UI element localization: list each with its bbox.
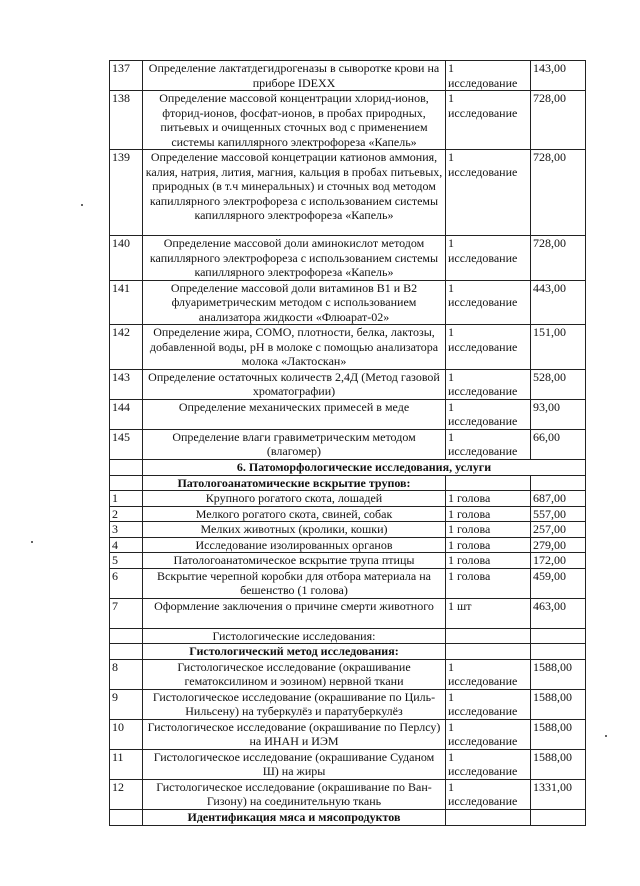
empty-cell	[110, 644, 143, 660]
empty-cell	[446, 475, 531, 491]
row-number: 12	[110, 779, 143, 809]
row-unit: 1 голова	[446, 506, 531, 522]
price-list-table	[109, 60, 586, 826]
row-unit: 1 исследование	[446, 689, 531, 719]
row-number: 5	[110, 553, 143, 569]
subsection-title: Гистологический метод исследования:	[143, 644, 446, 660]
row-number: 3	[110, 522, 143, 538]
row-description: Определение массовой доли витаминов В1 и В2 флуариметрическим методом с использованием анализатора жидкости «Флюарат-02»	[143, 280, 446, 325]
row-price: 728,00	[531, 236, 586, 281]
table-row	[110, 150, 586, 236]
table-row	[110, 659, 586, 689]
subheader-row	[110, 475, 586, 491]
row-unit: 1 исследование	[446, 236, 531, 281]
row-price: 93,00	[531, 399, 586, 429]
row-description: Гистологическое исследование (окрашивание Суданом Ш) на жиры	[143, 749, 446, 779]
row-price: 463,00	[531, 598, 586, 628]
row-description: Вскрытие черепной коробки для отбора материала на бешенство (1 голова)	[143, 568, 446, 598]
row-number: 6	[110, 568, 143, 598]
table-row	[110, 719, 586, 749]
row-unit: 1 исследование	[446, 150, 531, 236]
row-number: 139	[110, 150, 143, 236]
scan-speck	[81, 204, 83, 206]
row-price: 443,00	[531, 280, 586, 325]
row-description: Определение остаточных количеств 2,4Д (Метод газовой хроматографии)	[143, 369, 446, 399]
subsection-title: Идентификация мяса и мясопродуктов	[143, 809, 446, 825]
row-number: 11	[110, 749, 143, 779]
empty-cell	[110, 628, 143, 644]
row-number: 4	[110, 537, 143, 553]
row-price: 1331,00	[531, 779, 586, 809]
row-price: 1588,00	[531, 689, 586, 719]
row-unit: 1 исследование	[446, 91, 531, 150]
row-number: 9	[110, 689, 143, 719]
row-number: 7	[110, 598, 143, 628]
row-number: 137	[110, 61, 143, 91]
row-description: Определение массовой концетрации катионов аммония, калия, натрия, лития, магния, кальция в пробах питьевых, природных (в т.ч минеральных) и сточных вод методом капиллярного электрофореза с использованием системы капиллярного электрофореза «Капель»	[143, 150, 446, 236]
row-unit: 1 исследование	[446, 719, 531, 749]
row-description: Гистологическое исследование (окрашивание гематоксилином и эозином) нервной ткани	[143, 659, 446, 689]
row-description: Мелких животных (кролики, кошки)	[143, 522, 446, 538]
subheader-row	[110, 628, 586, 644]
table-row	[110, 553, 586, 569]
row-unit: 1 исследование	[446, 749, 531, 779]
row-number: 145	[110, 429, 143, 459]
row-description: Определение массовой доли аминокислот методом капиллярного электрофореза с использованием системы капиллярного электрофореза «Капель»	[143, 236, 446, 281]
row-unit: 1 исследование	[446, 659, 531, 689]
row-number: 10	[110, 719, 143, 749]
table-row	[110, 568, 586, 598]
subsection-title: Гистологические исследования:	[143, 628, 446, 644]
row-description: Мелкого рогатого скота, свиней, собак	[143, 506, 446, 522]
row-number: 8	[110, 659, 143, 689]
row-unit: 1 исследование	[446, 61, 531, 91]
row-number: 142	[110, 325, 143, 370]
row-number: 138	[110, 91, 143, 150]
row-unit: 1 голова	[446, 491, 531, 507]
table-row	[110, 689, 586, 719]
table-row	[110, 491, 586, 507]
row-description: Определение жира, СОМО, плотности, белка, лактозы, добавленной воды, pH в молоке с помощью анализатора молока «Лактоскан»	[143, 325, 446, 370]
table-row	[110, 61, 586, 91]
table-row	[110, 506, 586, 522]
row-description: Крупного рогатого скота, лошадей	[143, 491, 446, 507]
empty-cell	[110, 475, 143, 491]
table-row	[110, 369, 586, 399]
empty-cell	[110, 459, 143, 475]
row-price: 557,00	[531, 506, 586, 522]
table-body	[110, 61, 586, 826]
row-price: 1588,00	[531, 659, 586, 689]
row-description: Определение массовой концентрации хлорид-ионов, фторид-ионов, фосфат-ионов, в пробах природных, питьевых и очищенных сточных вод с применением системы капиллярного электрофореза «Капель»	[143, 91, 446, 150]
empty-cell	[446, 644, 531, 660]
section-header-row	[110, 459, 586, 475]
row-description: Определение лактатдегидрогеназы в сыворотке крови на приборе IDEXX	[143, 61, 446, 91]
row-price: 1588,00	[531, 749, 586, 779]
row-description: Гистологическое исследование (окрашивание по Циль-Нильсену) на туберкулёз и паратуберкулёз	[143, 689, 446, 719]
table-row	[110, 399, 586, 429]
empty-cell	[446, 809, 531, 825]
table-row	[110, 779, 586, 809]
row-unit: 1 исследование	[446, 280, 531, 325]
row-price: 257,00	[531, 522, 586, 538]
row-price: 459,00	[531, 568, 586, 598]
table-row	[110, 537, 586, 553]
subsection-title: Патологоанатомические вскрытие трупов:	[143, 475, 446, 491]
row-description: Патологоанатомическое вскрытие трупа птицы	[143, 553, 446, 569]
row-description: Оформление заключения о причине смерти животного	[143, 598, 446, 628]
table-row	[110, 236, 586, 281]
row-price: 151,00	[531, 325, 586, 370]
row-unit: 1 исследование	[446, 429, 531, 459]
scan-speck	[605, 735, 607, 737]
row-price: 279,00	[531, 537, 586, 553]
subheader-row	[110, 809, 586, 825]
empty-cell	[531, 475, 586, 491]
row-description: Определение механических примесей в меде	[143, 399, 446, 429]
row-number: 143	[110, 369, 143, 399]
table-row	[110, 522, 586, 538]
row-price: 66,00	[531, 429, 586, 459]
row-number: 141	[110, 280, 143, 325]
row-price: 1588,00	[531, 719, 586, 749]
row-number: 144	[110, 399, 143, 429]
section-title: 6. Патоморфологические исследования, услуги	[143, 459, 586, 475]
row-unit: 1 голова	[446, 553, 531, 569]
table-row	[110, 429, 586, 459]
table-row	[110, 749, 586, 779]
empty-cell	[531, 644, 586, 660]
row-price: 143,00	[531, 61, 586, 91]
subheader-row	[110, 644, 586, 660]
row-unit: 1 исследование	[446, 779, 531, 809]
empty-cell	[446, 628, 531, 644]
row-price: 728,00	[531, 91, 586, 150]
row-unit: 1 исследование	[446, 399, 531, 429]
row-unit: 1 голова	[446, 537, 531, 553]
table-row	[110, 91, 586, 150]
empty-cell	[110, 809, 143, 825]
row-number: 140	[110, 236, 143, 281]
row-price: 528,00	[531, 369, 586, 399]
row-price: 687,00	[531, 491, 586, 507]
table-row	[110, 598, 586, 628]
row-unit: 1 исследование	[446, 325, 531, 370]
table-row	[110, 280, 586, 325]
empty-cell	[531, 628, 586, 644]
row-number: 1	[110, 491, 143, 507]
table-row	[110, 325, 586, 370]
row-description: Исследование изолированных органов	[143, 537, 446, 553]
row-description: Определение влаги гравиметрическим методом (влагомер)	[143, 429, 446, 459]
row-unit: 1 исследование	[446, 369, 531, 399]
row-description: Гистологическое исследование (окрашивание по Ван-Гизону) на соединительную ткань	[143, 779, 446, 809]
row-description: Гистологическое исследование (окрашивание по Перлсу) на ИНАН и ИЭМ	[143, 719, 446, 749]
scan-speck	[31, 541, 33, 543]
row-unit: 1 голова	[446, 568, 531, 598]
row-unit: 1 шт	[446, 598, 531, 628]
row-unit: 1 голова	[446, 522, 531, 538]
row-price: 172,00	[531, 553, 586, 569]
row-number: 2	[110, 506, 143, 522]
row-price: 728,00	[531, 150, 586, 236]
empty-cell	[531, 809, 586, 825]
